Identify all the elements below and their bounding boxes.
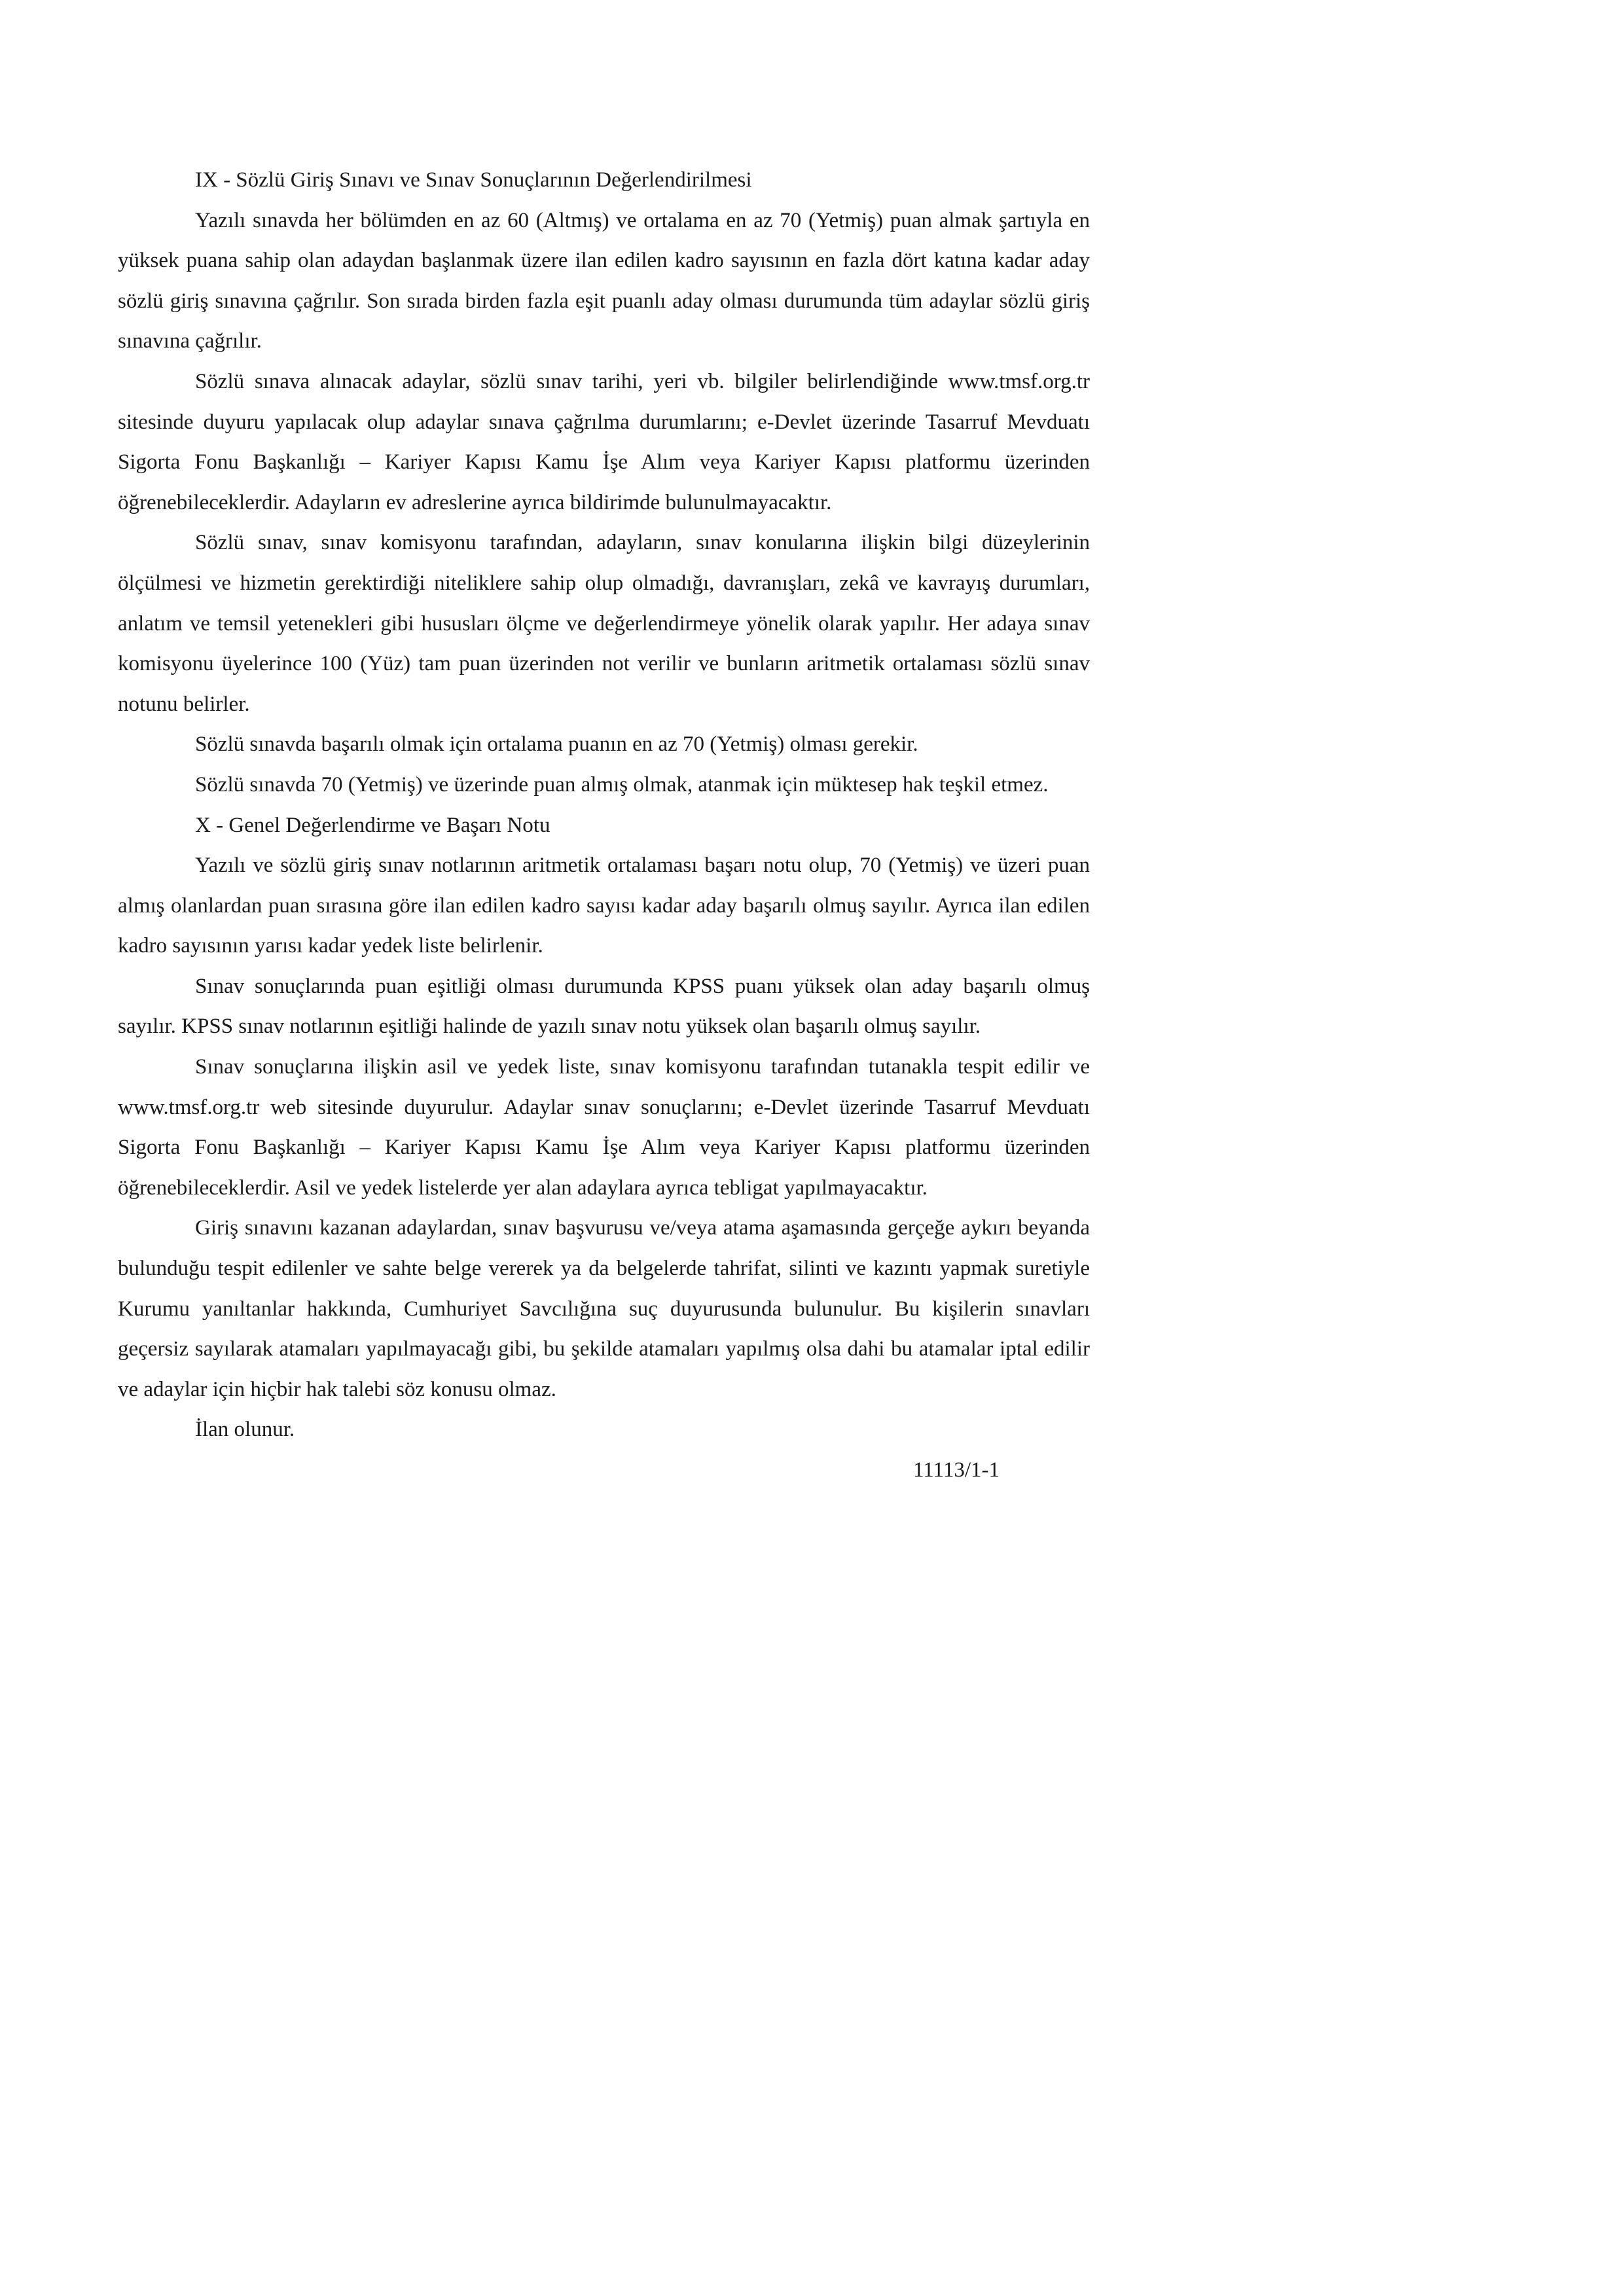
- section-ix-paragraph: Yazılı sınavda her bölümden en az 60 (Altmış) ve ortalama en az 70 (Yetmiş) puan almak şartıyla en yüksek puana sahip olan adaydan başlanmak üzere ilan edilen kadro sayısının en fazla dört katına kadar aday sözlü giriş sınavına çağrılır. Son sırada birden fazla eşit puanlı aday olması durumunda tüm adaylar sözlü giriş sınavına çağrılır.: [118, 208, 1090, 353]
- section-ix-title: IX - Sözlü Giriş Sınavı ve Sınav Sonuçlarının Değerlendirilmesi: [195, 168, 752, 192]
- reference-number: 11113/1-1: [913, 1458, 1000, 1482]
- section-x-paragraph: Giriş sınavını kazanan adaylardan, sınav başvurusu ve/veya atama aşamasında gerçeğe aykırı beyanda bulunduğu tespit edilenler ve sahte belge vererek ya da belgelerde tahrifat, silinti ve kazıntı yapmak suretiyle Kurumu yanıltanlar hakkında, Cumhuriyet Savcılığına suç duyurusunda bulunulur. Bu kişilerin sınavları geçersiz sayılarak atamaları yapılmayacağı gibi, bu şekilde atamaları yapılmış olsa dahi bu atamalar iptal edilir ve adaylar için hiçbir hak talebi söz konusu olmaz.: [118, 1216, 1090, 1401]
- section-x-paragraph: Sınav sonuçlarına ilişkin asil ve yedek liste, sınav komisyonu tarafından tutanakla tespit edilir ve www.tmsf.org.tr web sitesinde duyurulur. Adaylar sınav sonuçlarını; e-Devlet üzerinde Tasarruf Mevduatı Sigorta Fonu Başkanlığı – Kariyer Kapısı Kamu İşe Alım veya Kariyer Kapısı platformu üzerinden öğrenebileceklerdir. Asil ve yedek listelerde yer alan adaylara ayrıca tebligat yapılmayacaktır.: [118, 1055, 1090, 1200]
- section-ix-paragraph: Sözlü sınav, sınav komisyonu tarafından, adayların, sınav konularına ilişkin bilgi düzeylerinin ölçülmesi ve hizmetin gerektirdiği niteliklere sahip olup olmadığı, davranışları, zekâ ve kavrayış durumları, anlatım ve temsil yetenekleri gibi hususları ölçme ve değerlendirmeye yönelik olarak yapılır. Her adaya sınav komisyonu üyelerince 100 (Yüz) tam puan üzerinden not verilir ve bunların aritmetik ortalaması sözlü sınav notunu belirler.: [118, 531, 1090, 716]
- document-page: [118, 160, 1090, 1491]
- section-x-title: X - Genel Değerlendirme ve Başarı Notu: [195, 813, 550, 837]
- section-ix-paragraph: Sözlü sınavda başarılı olmak için ortalama puanın en az 70 (Yetmiş) olması gerekir.: [195, 732, 918, 757]
- closing-line: İlan olunur.: [195, 1418, 295, 1442]
- section-x-paragraph: Yazılı ve sözlü giriş sınav notlarının aritmetik ortalaması başarı notu olup, 70 (Yetmiş) ve üzeri puan almış olanlardan puan sırasına göre ilan edilen kadro sayısı kadar aday başarılı olmuş sayılır. Ayrıca ilan edilen kadro sayısının yarısı kadar yedek liste belirlenir.: [118, 853, 1090, 958]
- section-x-paragraph: Sınav sonuçlarında puan eşitliği olması durumunda KPSS puanı yüksek olan aday başarılı olmuş sayılır. KPSS sınav notlarının eşitliği halinde de yazılı sınav notu yüksek olan başarılı olmuş sayılır.: [118, 974, 1090, 1039]
- section-ix-paragraph: Sözlü sınavda 70 (Yetmiş) ve üzerinde puan almış olmak, atanmak için müktesep hak teşkil etmez.: [195, 772, 1049, 797]
- section-ix-paragraph: Sözlü sınava alınacak adaylar, sözlü sınav tarihi, yeri vb. bilgiler belirlendiğinde www.tmsf.org.tr sitesinde duyuru yapılacak olup adaylar sınava çağrılma durumlarını; e-Devlet üzerinde Tasarruf Mevduatı Sigorta Fonu Başkanlığı – Kariyer Kapısı Kamu İşe Alım veya Kariyer Kapısı platformu üzerinden öğrenebileceklerdir. Adayların ev adreslerine ayrıca bildirimde bulunulmayacaktır.: [118, 369, 1090, 514]
